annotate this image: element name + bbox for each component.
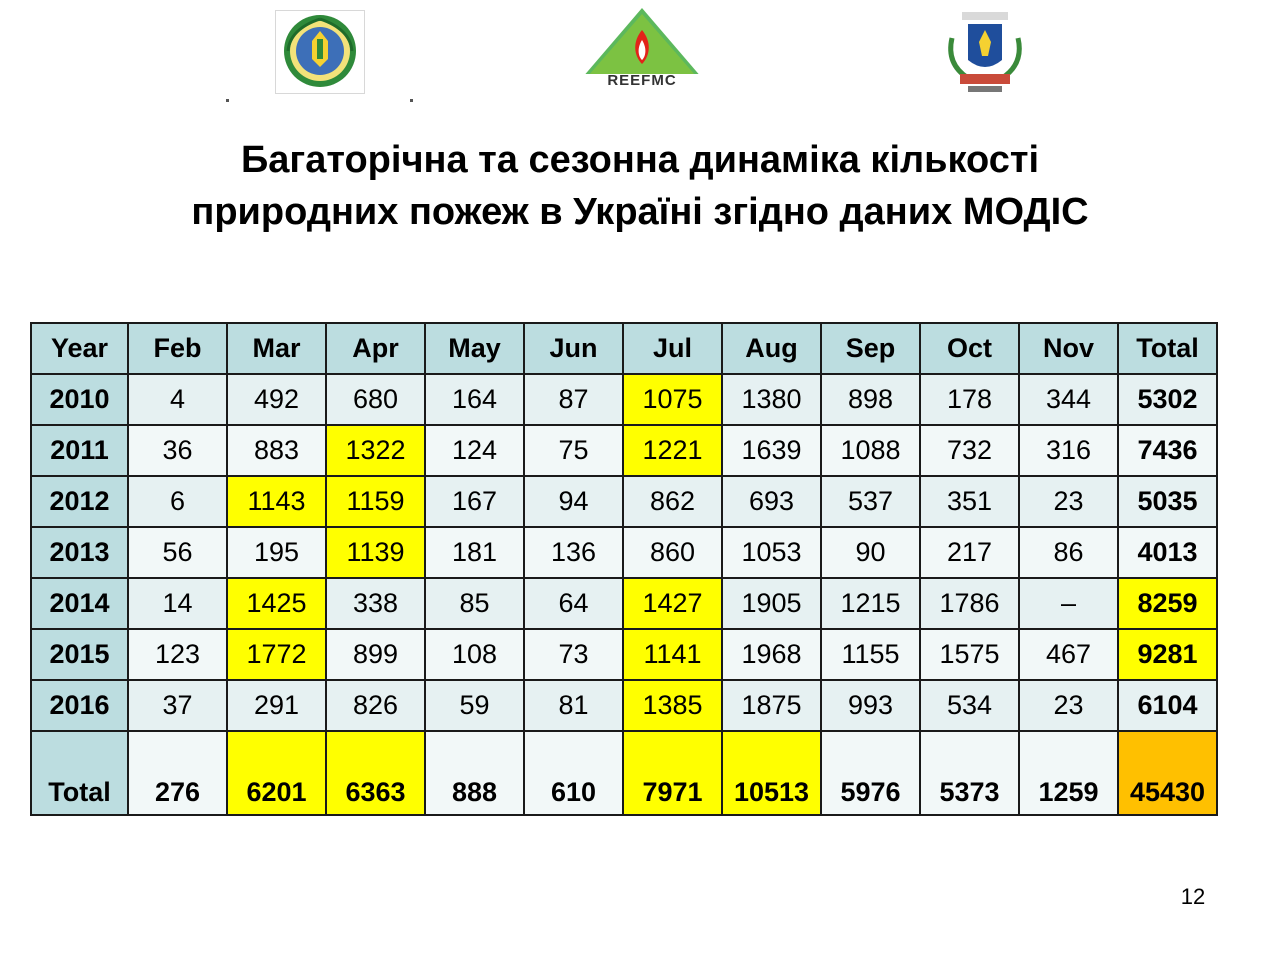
value-cell: 291 [227,680,326,731]
table-row [31,476,1217,527]
value-cell: 338 [326,578,425,629]
column-total-cell: 10513 [722,731,821,815]
column-header: Apr [326,323,425,374]
page-number: 12 [1180,884,1206,909]
value-cell: 37 [128,680,227,731]
value-cell: 108 [425,629,524,680]
academy-coat-of-arms-logo [938,8,1032,96]
year-cell: 2016 [31,680,128,731]
value-cell: 81 [524,680,623,731]
value-cell: 1221 [623,425,722,476]
value-cell: 178 [920,374,1019,425]
value-cell: 6 [128,476,227,527]
value-cell: 693 [722,476,821,527]
value-cell: 1875 [722,680,821,731]
page-title-line-1: Багаторічна та сезонна динаміка кількості [240,139,1040,181]
value-cell: 1155 [821,629,920,680]
page-title-line-2: природних пожеж в Україні згідно даних МОДІС [191,191,1089,233]
column-total-cell: 6201 [227,731,326,815]
value-cell: 1639 [722,425,821,476]
column-total-cell: 888 [425,731,524,815]
column-header: Total [1118,323,1217,374]
row-total-cell: 8259 [1118,578,1217,629]
column-header: Sep [821,323,920,374]
value-cell: 75 [524,425,623,476]
year-cell: 2010 [31,374,128,425]
value-cell: 1322 [326,425,425,476]
table-row [31,527,1217,578]
row-total-cell: 6104 [1118,680,1217,731]
value-cell: 1786 [920,578,1019,629]
value-cell: 1139 [326,527,425,578]
value-cell: 85 [425,578,524,629]
column-header: Year [31,323,128,374]
value-cell: 1385 [623,680,722,731]
value-cell: 36 [128,425,227,476]
value-cell: 316 [1019,425,1118,476]
value-cell: 136 [524,527,623,578]
value-cell: 94 [524,476,623,527]
column-total-cell: 7971 [623,731,722,815]
row-total-cell: 4013 [1118,527,1217,578]
grand-total-cell: 45430 [1118,731,1217,815]
value-cell: 993 [821,680,920,731]
table-row [31,680,1217,731]
value-cell: 534 [920,680,1019,731]
column-total-cell: 6363 [326,731,425,815]
table-row [31,425,1217,476]
column-total-cell: 1259 [1019,731,1118,815]
column-header: Jun [524,323,623,374]
value-cell: 1088 [821,425,920,476]
value-cell: 86 [1019,527,1118,578]
university-emblem-logo [275,10,365,94]
value-cell: 181 [425,527,524,578]
value-cell: 73 [524,629,623,680]
reefmc-logo-text: REEFMC [607,72,677,89]
table-header-row [31,323,1217,374]
value-cell: 4 [128,374,227,425]
year-cell: 2015 [31,629,128,680]
value-cell: 217 [920,527,1019,578]
value-cell: 1143 [227,476,326,527]
value-cell: 59 [425,680,524,731]
table-total-row [31,731,1217,815]
value-cell: 1075 [623,374,722,425]
value-cell: 195 [227,527,326,578]
column-header: Feb [128,323,227,374]
column-total-cell: 5373 [920,731,1019,815]
value-cell: 898 [821,374,920,425]
value-cell: 164 [425,374,524,425]
table-row [31,578,1217,629]
column-header: Jul [623,323,722,374]
value-cell: 90 [821,527,920,578]
value-cell: 344 [1019,374,1118,425]
value-cell: 167 [425,476,524,527]
year-cell: 2011 [31,425,128,476]
row-total-cell: 9281 [1118,629,1217,680]
value-cell: 1380 [722,374,821,425]
value-cell: 1905 [722,578,821,629]
value-cell: 537 [821,476,920,527]
value-cell: 124 [425,425,524,476]
row-total-cell: 7436 [1118,425,1217,476]
table-row [31,374,1217,425]
row-total-cell: 5035 [1118,476,1217,527]
value-cell: 862 [623,476,722,527]
total-label-cell: Total [31,731,128,815]
year-cell: 2014 [31,578,128,629]
value-cell: – [1019,578,1118,629]
value-cell: 87 [524,374,623,425]
value-cell: 1141 [623,629,722,680]
value-cell: 492 [227,374,326,425]
reefmc-logo [578,6,706,92]
row-total-cell: 5302 [1118,374,1217,425]
year-cell: 2012 [31,476,128,527]
value-cell: 899 [326,629,425,680]
value-cell: 732 [920,425,1019,476]
value-cell: 23 [1019,476,1118,527]
column-header: May [425,323,524,374]
decorative-marks [224,92,424,100]
column-header: Aug [722,323,821,374]
value-cell: 1575 [920,629,1019,680]
value-cell: 1772 [227,629,326,680]
value-cell: 1425 [227,578,326,629]
value-cell: 1215 [821,578,920,629]
value-cell: 23 [1019,680,1118,731]
value-cell: 467 [1019,629,1118,680]
value-cell: 826 [326,680,425,731]
value-cell: 123 [128,629,227,680]
value-cell: 860 [623,527,722,578]
value-cell: 1053 [722,527,821,578]
column-header: Oct [920,323,1019,374]
value-cell: 883 [227,425,326,476]
column-total-cell: 276 [128,731,227,815]
column-header: Nov [1019,323,1118,374]
value-cell: 1427 [623,578,722,629]
value-cell: 351 [920,476,1019,527]
column-total-cell: 5976 [821,731,920,815]
value-cell: 1159 [326,476,425,527]
value-cell: 56 [128,527,227,578]
value-cell: 64 [524,578,623,629]
year-cell: 2013 [31,527,128,578]
value-cell: 680 [326,374,425,425]
fire-count-table [30,322,1218,816]
value-cell: 1968 [722,629,821,680]
value-cell: 14 [128,578,227,629]
table-row [31,629,1217,680]
page-title [0,134,1280,238]
column-total-cell: 610 [524,731,623,815]
column-header: Mar [227,323,326,374]
